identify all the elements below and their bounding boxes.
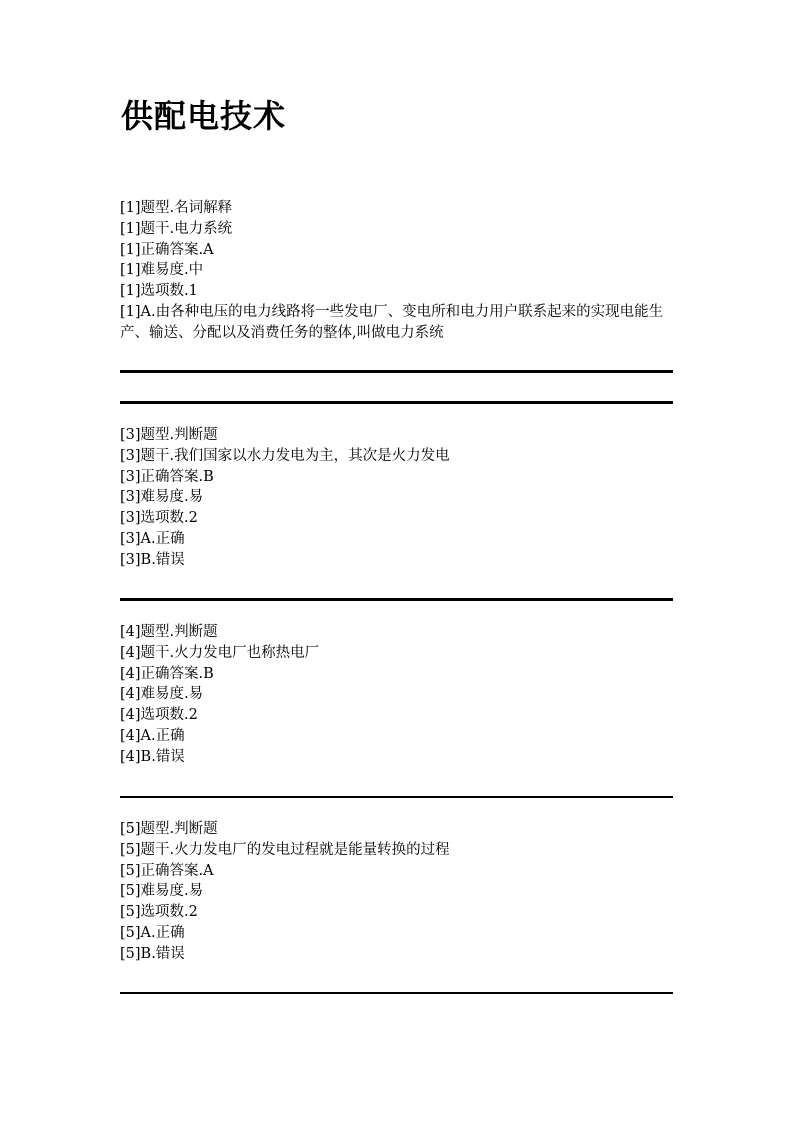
page-title: 供配电技术 [121, 97, 287, 135]
question-answer: [3]正确答案.B [120, 468, 214, 485]
question-option: [3]A.正确 [120, 530, 185, 547]
separator-rule [120, 401, 673, 404]
question-difficulty: [1]难易度.中 [120, 262, 204, 279]
question-block-4 [120, 622, 673, 768]
question-stem: [3]题干.我们国家以水力发电为主，其次是火力发电 [120, 447, 450, 464]
question-options-count: [5]选项数.2 [120, 904, 198, 921]
question-answer: [1]正确答案.A [120, 241, 214, 258]
question-stem: [4]题干.火力发电厂也称热电厂 [120, 644, 320, 661]
question-type: [4]题型.判断题 [120, 624, 218, 640]
separator-rule [120, 598, 673, 601]
question-answer: [4]正确答案.B [120, 665, 214, 682]
question-stem: [1]题干.电力系统 [120, 220, 233, 237]
question-option: [5]B.错误 [120, 945, 185, 962]
separator-rule [120, 796, 673, 798]
question-options-count: [4]选项数.2 [120, 707, 198, 724]
question-difficulty: [5]难易度.易 [120, 883, 204, 900]
question-difficulty: [4]难易度.易 [120, 686, 204, 703]
question-difficulty: [3]难易度.易 [120, 489, 204, 506]
question-block-5 [120, 819, 673, 965]
question-stem: [5]题干.火力发电厂的发电过程就是能量转换的过程 [120, 841, 450, 858]
question-type: [5]题型.判断题 [120, 821, 218, 837]
question-options-count: [3]选项数.2 [120, 510, 198, 527]
question-option: [3]B.错误 [120, 551, 185, 568]
question-block-1 [120, 198, 673, 344]
question-answer: [5]正确答案.A [120, 862, 214, 879]
question-option: [4]B.错误 [120, 748, 185, 765]
question-option: [1]A.由各种电压的电力线路将一些发电厂、变电所和电力用户联系起来的实现电能生产、输送、分配以及消费任务的整体,叫做电力系统 [120, 303, 664, 341]
question-type: [3]题型.判断题 [120, 427, 218, 443]
question-option: [4]A.正确 [120, 727, 185, 744]
question-block-3 [120, 425, 673, 571]
question-options-count: [1]选项数.1 [120, 283, 198, 300]
question-option: [5]A.正确 [120, 924, 185, 941]
separator-rule [120, 992, 673, 994]
question-type: [1]题型.名词解释 [120, 200, 233, 216]
separator-rule [120, 370, 673, 373]
